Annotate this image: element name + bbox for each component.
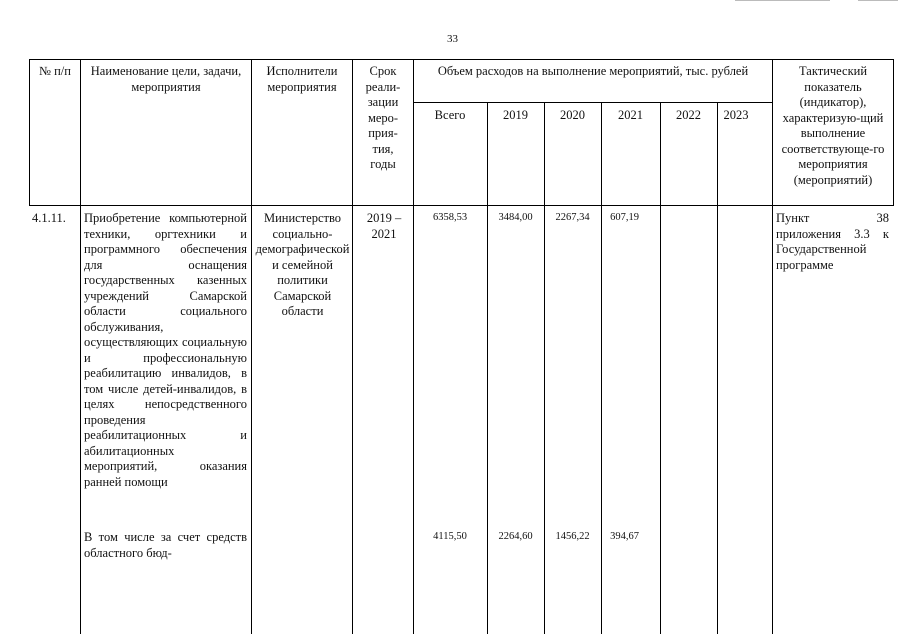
row-2021: 607,19 <box>610 212 639 223</box>
column-divider <box>413 59 414 634</box>
header-indicator: Тактический показатель (индикатор), характеризую-щий выполнение соответствующе-го мероприятия (мероприятий) <box>781 64 885 187</box>
header-bottom-border <box>29 205 894 206</box>
header-term: Срок реали-зации меро-прия-тия, годы <box>365 64 401 171</box>
row-total: 4115,50 <box>433 531 467 542</box>
header-executors: Исполнители мероприятия <box>266 64 338 94</box>
row-total: 6358,53 <box>432 212 468 223</box>
row-2020: 2267,34 <box>555 212 590 223</box>
header-volume: Объем расходов на выполнение мероприятий, тыс. рублей <box>437 64 749 78</box>
column-divider <box>80 59 81 634</box>
header-total: Всего <box>434 108 466 122</box>
row-2020: 1456,22 <box>555 531 590 542</box>
row-executor: Министерство социально-демографической и семейной политики Самарской области <box>255 211 350 318</box>
column-divider <box>660 102 661 634</box>
header-year-2021: 2021 <box>618 108 643 122</box>
header-year-2019: 2019 <box>503 108 528 122</box>
row-term: 2019 – 2021 <box>366 211 402 241</box>
column-divider <box>544 102 545 634</box>
column-divider <box>29 59 30 206</box>
volume-subheader-border <box>413 102 772 103</box>
column-divider <box>772 59 773 634</box>
row-num: 4.1.11. <box>32 211 66 225</box>
header-year-2020: 2020 <box>560 108 585 122</box>
column-divider <box>893 59 894 206</box>
header-num: № п/п <box>39 64 71 78</box>
row-2021: 394,67 <box>610 531 639 542</box>
page-number: 33 <box>447 33 458 45</box>
header-year-2022: 2022 <box>676 108 701 122</box>
scan-mark <box>858 0 898 1</box>
column-divider <box>601 102 602 634</box>
scan-mark <box>735 0 830 1</box>
row-name: В том числе за счет средств областного бюд- <box>84 530 247 560</box>
row-indicator: Пункт 38 приложения 3.3 к Государственной программе <box>776 211 889 272</box>
column-divider <box>717 102 718 634</box>
column-divider <box>487 102 488 634</box>
row-2019: 3484,00 <box>498 212 533 223</box>
header-year-2023: 2023 <box>723 108 749 122</box>
header-name: Наименование цели, задачи, мероприятия <box>90 64 242 94</box>
table-top-border <box>29 59 894 60</box>
column-divider <box>352 59 353 634</box>
row-name: Приобретение компьютерной техники, оргтехники и программного обеспечения для оснащения государственных казенных учреждений Самарской области социального обслуживания, осуществляющих социальную и профессиональную реабилитацию инвалидов, в том числе детей-инвалидов, в целях непосредственного проведения реабилитационных и абилитационных мероприятий, оказания ранней помощи <box>84 211 247 489</box>
row-2019: 2264,60 <box>498 531 533 542</box>
column-divider <box>251 59 252 634</box>
